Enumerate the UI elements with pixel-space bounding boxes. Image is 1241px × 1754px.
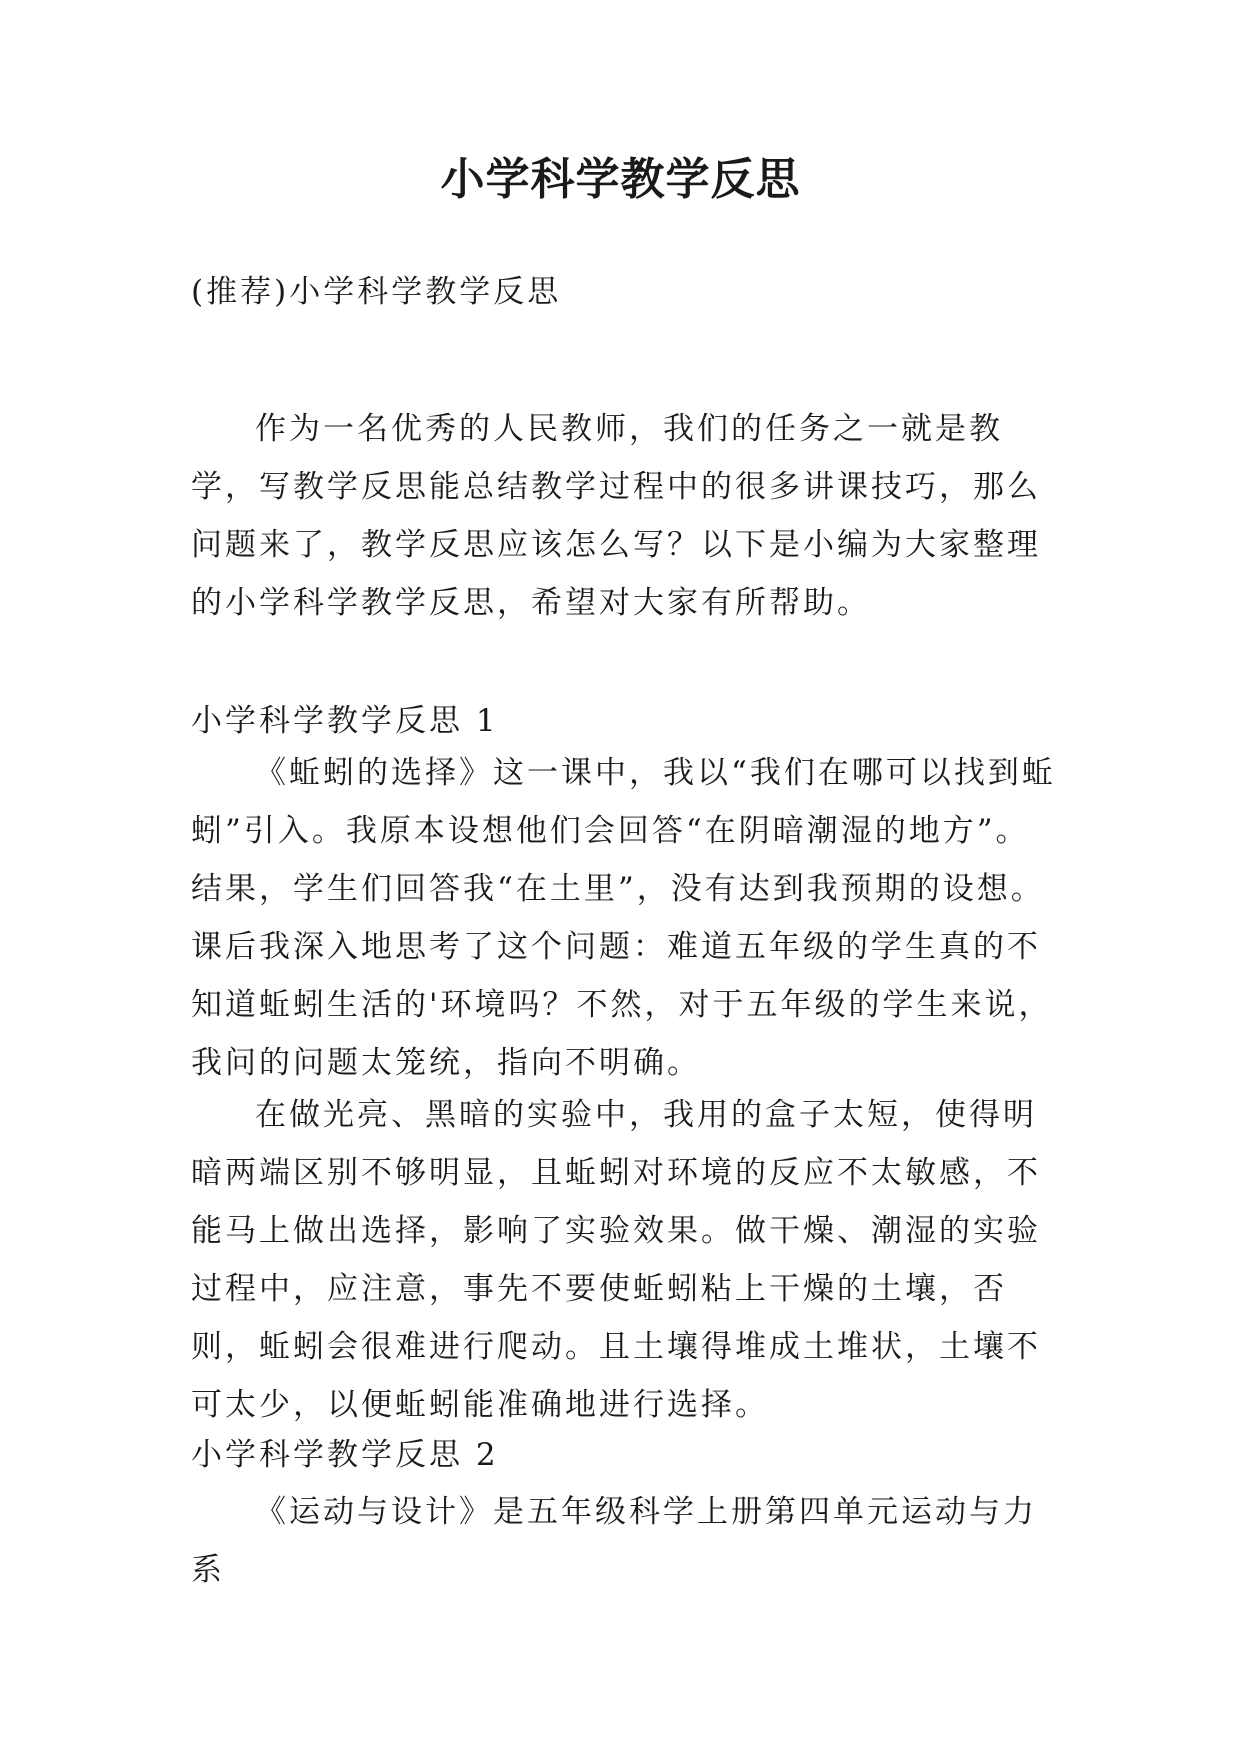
section-heading-1: 小学科学教学反思 1	[191, 703, 499, 739]
document-subtitle: (推荐)小学科学教学反思	[191, 274, 562, 310]
section-heading-2: 小学科学教学反思 2	[191, 1437, 499, 1473]
section1-paragraph-2: 在做光亮、黑暗的实验中，我用的盒子太短，使得明暗两端区别不够明显，且蚯蚓对环境的反应不太敏感，不能马上做出选择，影响了实验效果。做干燥、潮湿的实验过程中，应注意，事先不要使蚯蚓粘上干燥的土壤，否则，蚯蚓会很难进行爬动。且土壤得堆成土堆状，土壤不可太少，以便蚯蚓能准确地进行选择。	[191, 1097, 1041, 1423]
section2-paragraph-1: 《运动与设计》是五年级科学上册第四单元运动与力系	[191, 1494, 1037, 1588]
intro-paragraph: 作为一名优秀的人民教师，我们的任务之一就是教学，写教学反思能总结教学过程中的很多讲课技巧，那么问题来了，教学反思应该怎么写？以下是小编为大家整理的小学科学教学反思，希望对大家有所帮助。	[191, 411, 1041, 621]
section1-paragraph-1: 《蚯蚓的选择》这一课中，我以“我们在哪可以找到蚯蚓”引入。我原本设想他们会回答“在阴暗潮湿的地方”。结果，学生们回答我“在土里”，没有达到我预期的设想。课后我深入地思考了这个问题：难道五年级的学生真的不知道蚯蚓生活的'环境吗？不然，对于五年级的学生来说，我问的问题太笼统，指向不明确。	[191, 755, 1056, 1081]
document-title: 小学科学教学反思	[440, 154, 801, 205]
